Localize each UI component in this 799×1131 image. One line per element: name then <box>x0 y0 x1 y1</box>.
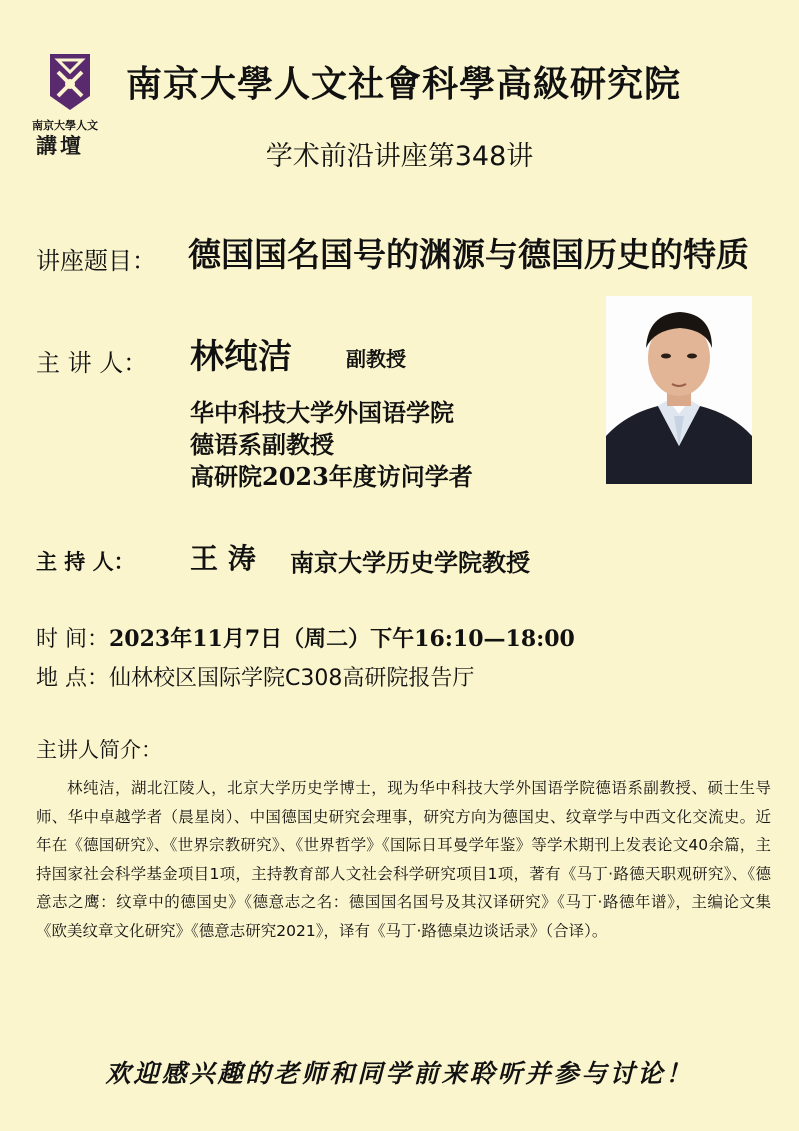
time-value: 2023年11月7日（周二）下午16:10—18:00 <box>109 626 575 652</box>
bio-text: 林纯洁，湖北江陵人，北京大学历史学博士，现为华中科技大学外国语学院德语系副教授、硕士生导师、华中卓越学者（晨星岗）、中国德国史研究会理事，研究方向为德国史、纹章学与中西文化交流史。近年在《德国研究》、《世界宗教研究》、《世界哲学》《国际日耳曼学年鉴》等学术期刊上发表论文40余篇，主持国家社会科学基金项目1项，主持教育部人文社会科学研究项目1项，著有《马丁·路德天职观研究》、《德意志之鹰：纹章中的德国史》《德意志之名：德国国名国号及其汉译研究》《马丁·路德年谱》，主编论文集《欧美纹章文化研究》《德意志研究2021》，译有《马丁·路德桌边谈话录》（合译）。 <box>36 779 771 940</box>
host-name: 王 涛 <box>190 542 256 575</box>
host-label: 主 持 人： <box>36 549 135 574</box>
place-row <box>36 661 474 692</box>
bio-heading: 主讲人简介： <box>36 738 162 762</box>
lecture-title: 德国国名国号的渊源与德国历史的特质 <box>188 235 749 274</box>
institution-name: 南京大學人文社會科學高級研究院 <box>126 63 682 105</box>
place-value: 仙林校区国际学院C308高研院报告厅 <box>109 666 475 691</box>
speaker-name: 林纯洁 <box>190 337 292 377</box>
logo-caption: 南京大學人文 <box>32 119 98 132</box>
logo-emblem <box>44 50 96 112</box>
logo-title: 講壇 <box>36 134 84 158</box>
welcome-message: 欢迎感兴趣的老师和同学前来聆听并参与讨论！ <box>105 1059 694 1088</box>
lecture-series: 学术前沿讲座第348讲 <box>265 141 534 172</box>
place-label: 地 点： <box>36 666 109 691</box>
time-label: 时 间： <box>36 627 109 652</box>
time-row <box>36 622 575 653</box>
host-title: 南京大学历史学院教授 <box>290 548 530 577</box>
speaker-affiliation: 德语系副教授 <box>190 430 334 459</box>
speaker-title: 副教授 <box>346 347 406 371</box>
topic-label: 讲座题目： <box>36 247 156 275</box>
speaker-affiliation: 华中科技大学外国语学院 <box>190 398 454 427</box>
speaker-photo <box>606 296 752 484</box>
speaker-affiliation: 高研院2023年度访问学者 <box>190 462 473 491</box>
speaker-label: 主 讲 人： <box>36 349 148 377</box>
